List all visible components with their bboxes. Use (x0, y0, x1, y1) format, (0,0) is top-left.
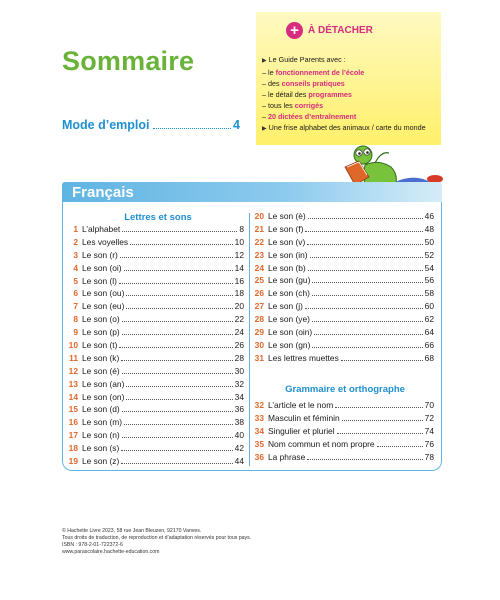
toc-entry-label: Le son (é) (82, 365, 120, 376)
toc-entry-page: 32 (234, 378, 244, 389)
a-detacher-item-text: – tous les (262, 101, 295, 110)
toc-entry-number: 10 (68, 340, 78, 351)
page-title: Sommaire (62, 46, 195, 76)
francais-section-title: Français (72, 184, 134, 201)
sons-list-continued (252, 211, 434, 366)
toc-entry-number: 29 (254, 327, 264, 338)
toc-entry-page: 46 (424, 211, 434, 221)
toc-entry[interactable] (252, 263, 434, 276)
dot-leader (121, 360, 232, 361)
toc-entry[interactable] (66, 366, 244, 379)
toc-entry-page: 50 (424, 236, 434, 247)
a-detacher-item-text: – des (262, 79, 282, 88)
a-detacher-item (262, 111, 426, 122)
a-detacher-item (262, 67, 426, 78)
toc-entry-number: 27 (254, 301, 264, 312)
toc-entry[interactable] (66, 327, 244, 340)
dot-leader (119, 347, 232, 348)
dot-leader (305, 231, 422, 232)
toc-entry-page: 28 (234, 352, 244, 363)
toc-entry-page: 18 (234, 288, 244, 299)
dot-leader (307, 244, 422, 245)
toc-entry[interactable] (66, 456, 244, 469)
toc-entry-label: Nom commun et nom propre (268, 438, 375, 449)
toc-entry-label: Le son (f) (268, 223, 304, 234)
toc-entry[interactable] (66, 353, 244, 366)
toc-entry-number: 26 (254, 288, 264, 299)
toc-entry-label: Le son (d) (82, 404, 120, 415)
toc-entry[interactable] (66, 314, 244, 327)
dot-leader (341, 360, 423, 361)
toc-entry-number: 15 (68, 404, 78, 415)
dot-leader (153, 128, 232, 129)
toc-entry-page: 12 (234, 249, 244, 260)
toc-entry-number: 24 (254, 262, 264, 273)
a-detacher-item-text: – (262, 112, 268, 121)
toc-entry-number: 32 (254, 400, 264, 410)
toc-entry-page: 68 (424, 352, 434, 363)
dot-leader (377, 446, 423, 447)
toc-entry-number: 25 (254, 275, 264, 286)
toc-entry-label: Le son (l) (82, 275, 117, 286)
footer-line: www.parascolaire.hachette-education.com (62, 549, 160, 555)
toc-entry[interactable] (252, 439, 434, 452)
toc-entry[interactable] (66, 276, 244, 289)
toc-entry[interactable] (252, 237, 434, 250)
toc-entry-page: 8 (239, 224, 244, 234)
toc-entry-number: 7 (73, 301, 78, 312)
toc-entry-label: L’alphabet (82, 224, 121, 234)
a-detacher-item-text: programmes (308, 90, 352, 99)
a-detacher-item-text: Une frise alphabet des animaux / carte du monde (268, 123, 426, 132)
toc-entry-number: 21 (254, 223, 264, 234)
toc-entry-page: 42 (234, 443, 244, 454)
dot-leader (312, 295, 423, 296)
toc-entry-page: 34 (234, 391, 244, 402)
a-detacher-item-text: corrigés (294, 101, 324, 110)
copyright-footer (62, 528, 251, 556)
triangle-bullet-icon: ▶ (262, 58, 267, 64)
toc-entry-number: 14 (68, 391, 78, 402)
dot-leader (314, 334, 422, 335)
toc-entry[interactable] (252, 426, 434, 439)
dot-leader (120, 257, 233, 258)
dot-leader (124, 424, 233, 425)
toc-entry-number: 17 (68, 430, 78, 441)
toc-entry-number: 20 (254, 211, 264, 221)
toc-entry-number: 31 (254, 352, 264, 363)
toc-entry-page: 14 (234, 262, 244, 273)
toc-entry-number: 19 (68, 456, 78, 467)
lettres-et-sons-heading: Lettres et sons (124, 212, 192, 223)
toc-entry-page: 64 (424, 327, 434, 338)
toc-entry[interactable] (66, 288, 244, 301)
a-detacher-item (262, 89, 426, 100)
dot-leader (122, 373, 233, 374)
toc-entry[interactable] (252, 275, 434, 288)
toc-entry-label: Le son (p) (82, 327, 120, 338)
dot-leader (308, 218, 423, 219)
toc-entry-number: 30 (254, 339, 264, 350)
toc-entry-label: Le son (ch) (268, 288, 310, 299)
toc-entry-label: Le son (eu) (82, 301, 125, 312)
toc-entry-page: 36 (234, 404, 244, 415)
dot-leader (126, 386, 232, 387)
toc-entry[interactable] (66, 340, 244, 353)
toc-entry[interactable] (66, 263, 244, 276)
toc-entry-page: 44 (234, 456, 244, 467)
toc-entry-number: 34 (254, 425, 264, 436)
toc-entry-label: Le son (n) (82, 430, 120, 441)
plus-icon: + (286, 22, 303, 39)
toc-entry-page: 58 (424, 288, 434, 299)
toc-entry-page: 10 (234, 236, 244, 247)
toc-entry-page: 52 (424, 249, 434, 260)
toc-entry[interactable] (252, 400, 434, 413)
dot-leader (126, 308, 232, 309)
a-detacher-title: À DÉTACHER (308, 25, 373, 36)
toc-entry-number: 23 (254, 249, 264, 260)
toc-entry-number: 1 (73, 224, 78, 234)
toc-entry-label: La phrase (268, 451, 306, 462)
dot-leader (122, 437, 233, 438)
toc-entry-page: 40 (234, 430, 244, 441)
toc-entry-label: Masculin et féminin (268, 412, 340, 423)
mode-emploi-entry[interactable] (62, 118, 240, 132)
toc-entry-label: Le son (an) (82, 378, 125, 389)
dot-leader (122, 334, 233, 335)
mode-emploi-page: 4 (233, 118, 240, 132)
toc-entry[interactable] (66, 250, 244, 263)
footer-line: © Hachette Livre 2023, 58 rue Jean Bleuzen, 92170 Vanves. (62, 528, 202, 534)
column-divider (249, 213, 250, 466)
toc-entry-number: 28 (254, 314, 264, 325)
dot-leader (126, 399, 232, 400)
toc-entry-page: 26 (234, 340, 244, 351)
toc-entry-label: Le son (k) (82, 352, 120, 363)
toc-entry-page: 22 (234, 314, 244, 325)
dot-leader (335, 407, 423, 408)
dot-leader (126, 295, 232, 296)
toc-entry[interactable] (252, 301, 434, 314)
toc-entry-page: 72 (424, 412, 434, 423)
toc-entry-label: Les voyelles (82, 236, 129, 247)
a-detacher-item (262, 122, 426, 135)
toc-entry-number: 22 (254, 236, 264, 247)
dot-leader (119, 283, 233, 284)
toc-entry-page: 62 (424, 314, 434, 325)
toc-entry-number: 8 (73, 314, 78, 325)
dot-leader (312, 347, 422, 348)
toc-entry-label: Le son (gn) (268, 339, 311, 350)
toc-entry-page: 78 (424, 451, 434, 462)
toc-entry[interactable] (252, 327, 434, 340)
a-detacher-item-text: conseils pratiques (281, 79, 345, 88)
dot-leader (130, 244, 233, 245)
toc-entry[interactable] (252, 340, 434, 353)
toc-entry-label: Le son (r) (82, 249, 118, 260)
toc-entry-number: 3 (73, 249, 78, 260)
toc-entry-label: Singulier et pluriel (268, 425, 335, 436)
toc-entry-label: Le son (t) (82, 340, 118, 351)
dot-leader (305, 308, 423, 309)
toc-entry-label: Le son (è) (268, 211, 306, 221)
dot-leader (122, 411, 233, 412)
toc-entry-number: 4 (73, 262, 78, 273)
a-detacher-item (262, 100, 426, 111)
toc-entry-label: L’article et le nom (268, 400, 334, 410)
toc-entry-label: Le son (v) (268, 236, 306, 247)
dot-leader (310, 257, 423, 258)
lettres-et-sons-list (66, 224, 244, 469)
toc-entry-page: 48 (424, 223, 434, 234)
toc-entry[interactable] (66, 443, 244, 456)
toc-entry-number: 35 (254, 438, 264, 449)
toc-entry-label: Le son (gu) (268, 275, 311, 286)
a-detacher-item-text: fonctionnement de l’école (275, 68, 365, 77)
toc-entry-number: 5 (73, 275, 78, 286)
toc-entry-number: 33 (254, 412, 264, 423)
a-detacher-item-text: – le détail des (262, 90, 309, 99)
toc-entry[interactable] (252, 288, 434, 301)
toc-entry[interactable] (66, 379, 244, 392)
dot-leader (312, 282, 422, 283)
toc-entry[interactable] (66, 404, 244, 417)
toc-entry-label: Le son (z) (82, 456, 120, 467)
toc-entry[interactable] (66, 224, 244, 237)
toc-entry[interactable] (66, 301, 244, 314)
a-detacher-item-text: Le Guide Parents avec : (268, 55, 346, 64)
a-detacher-item-text: 20 dictées d’entraînement (268, 112, 357, 121)
triangle-bullet-icon: ▶ (262, 126, 267, 132)
toc-entry[interactable] (252, 211, 434, 224)
toc-entry-label: Le son (j) (268, 301, 303, 312)
toc-entry-page: 20 (234, 301, 244, 312)
a-detacher-list (262, 54, 426, 135)
toc-entry[interactable] (252, 452, 434, 465)
dot-leader (312, 321, 423, 322)
toc-entry-page: 30 (234, 365, 244, 376)
a-detacher-box (256, 12, 441, 145)
toc-entry[interactable] (252, 413, 434, 426)
toc-entry[interactable] (252, 353, 434, 366)
dot-leader (342, 420, 423, 421)
toc-entry-page: 38 (234, 417, 244, 428)
toc-entry[interactable] (252, 250, 434, 263)
dot-leader (121, 450, 232, 451)
toc-entry-number: 9 (73, 327, 78, 338)
footer-line: Tous droits de traduction, de reproduction et d’adaptation réservés pour tous pays. (62, 535, 252, 541)
dot-leader (307, 459, 422, 460)
toc-entry[interactable] (66, 392, 244, 405)
grammaire-heading: Grammaire et orthographe (285, 384, 405, 395)
dot-leader (122, 321, 233, 322)
toc-entry[interactable] (252, 224, 434, 237)
footer-line: ISBN : 978-2-01-722372-6 (62, 542, 123, 548)
toc-entry-number: 36 (254, 451, 264, 462)
grammaire-list (252, 400, 434, 464)
toc-entry-label: Le son (oi) (82, 262, 122, 273)
toc-entry-label: Le son (m) (82, 417, 123, 428)
a-detacher-item (262, 54, 426, 67)
toc-entry[interactable] (66, 237, 244, 250)
toc-entry-number: 11 (69, 352, 78, 363)
toc-entry-label: Le son (on) (82, 391, 125, 402)
a-detacher-item-text: – le (262, 68, 276, 77)
dot-leader (121, 463, 232, 464)
toc-entry-label: Le son (o) (82, 314, 120, 325)
francais-section-header (62, 182, 442, 202)
toc-entry-label: Le son (s) (82, 443, 120, 454)
toc-entry-label: Le son (b) (268, 262, 306, 273)
toc-entry[interactable] (66, 417, 244, 430)
toc-entry-page: 24 (234, 327, 244, 338)
toc-entry-label: Le son (ye) (268, 314, 310, 325)
toc-entry-page: 70 (424, 400, 434, 410)
toc-entry-page: 16 (234, 275, 244, 286)
toc-entry-number: 2 (73, 236, 78, 247)
toc-entry-page: 74 (424, 425, 434, 436)
dot-leader (308, 270, 423, 271)
dot-leader (122, 231, 237, 232)
toc-entry-number: 16 (68, 417, 78, 428)
toc-entry-page: 54 (424, 262, 434, 273)
toc-entry-page: 66 (424, 339, 434, 350)
dot-leader (124, 270, 233, 271)
mode-emploi-label: Mode d’emploi (62, 118, 150, 132)
toc-entry-label: Le son (in) (268, 249, 308, 260)
toc-entry-number: 12 (68, 365, 78, 376)
dot-leader (337, 433, 423, 434)
toc-entry-number: 13 (68, 378, 78, 389)
toc-entry-number: 18 (68, 443, 78, 454)
toc-entry-page: 76 (424, 438, 434, 449)
toc-entry[interactable] (66, 430, 244, 443)
toc-entry[interactable] (252, 314, 434, 327)
toc-entry-page: 60 (424, 301, 434, 312)
a-detacher-item (262, 78, 426, 89)
toc-entry-label: Le son (oin) (268, 327, 313, 338)
toc-entry-page: 56 (424, 275, 434, 286)
toc-entry-number: 6 (73, 288, 78, 299)
toc-entry-label: Les lettres muettes (268, 352, 339, 363)
toc-entry-label: Le son (ou) (82, 288, 125, 299)
